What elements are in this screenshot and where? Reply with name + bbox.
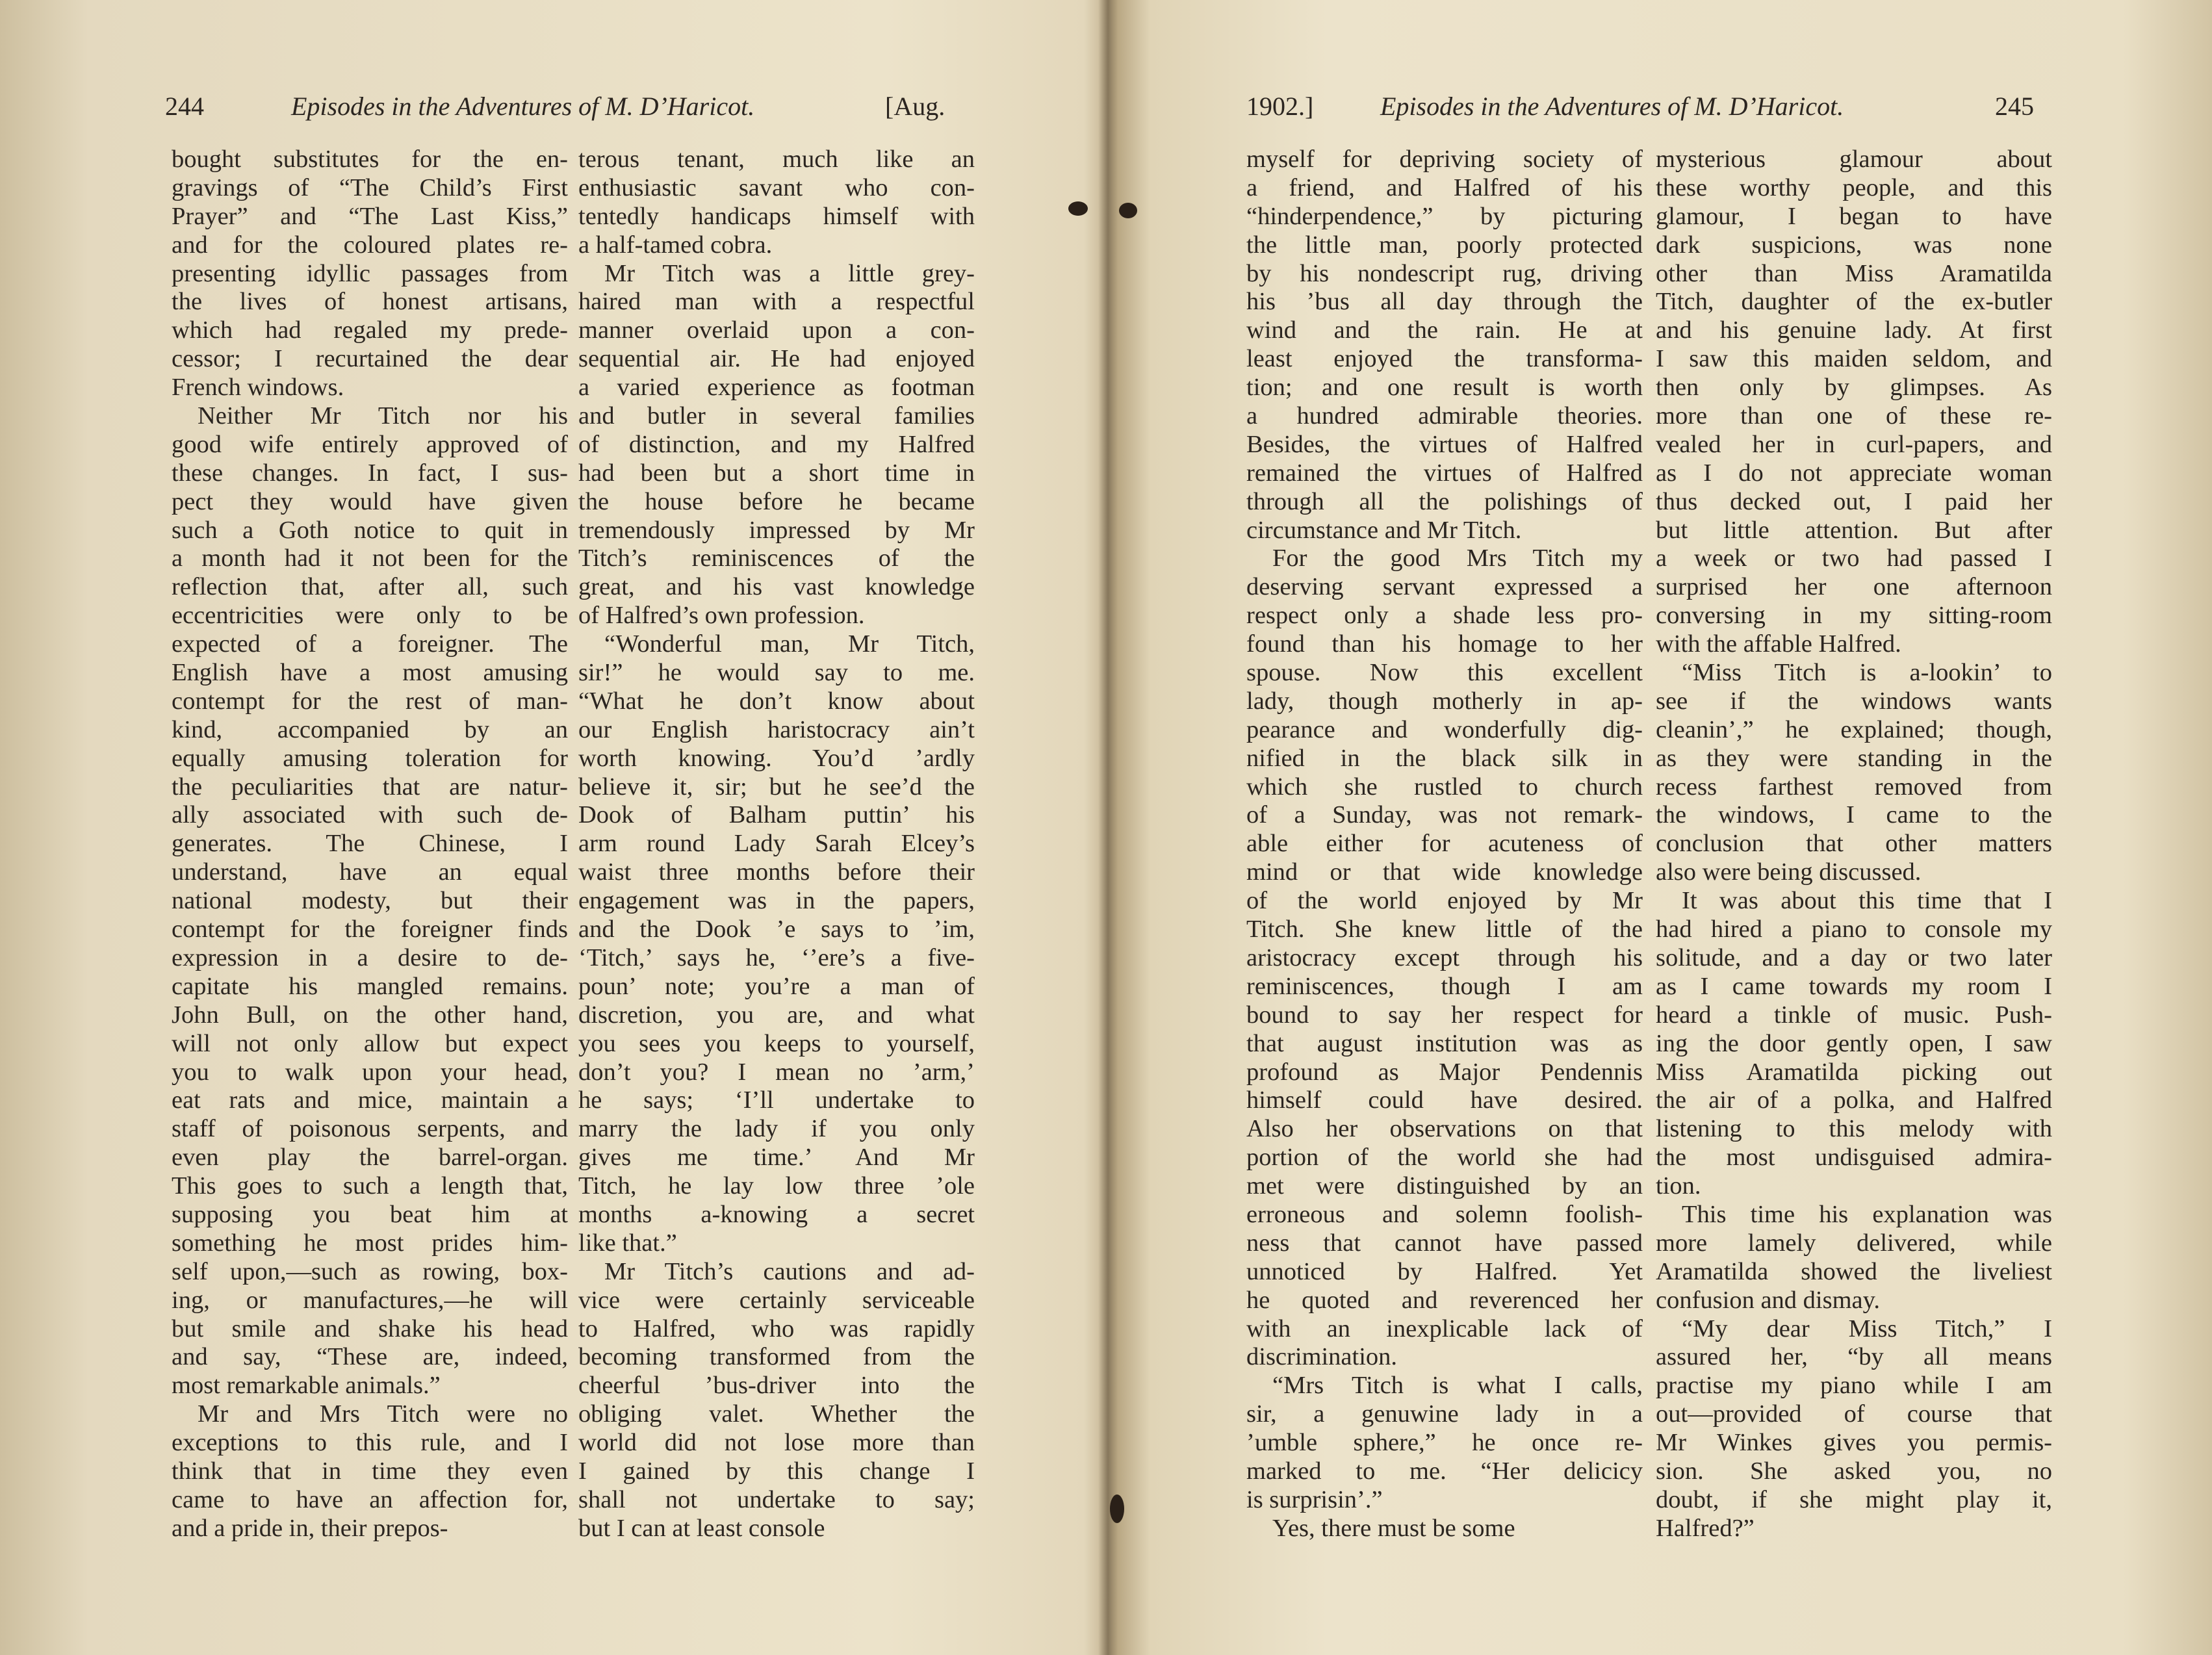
- text-line: terous tenant, much like an: [578, 146, 975, 173]
- text-line: Mr and Mrs Titch were no: [198, 1400, 568, 1428]
- text-line: out—provided of course that: [1656, 1400, 2052, 1428]
- text-line: of Halfred’s own profession.: [578, 602, 865, 630]
- text-line: cheerful ’bus-driver into the: [578, 1372, 975, 1400]
- text-line: sir!” he would say to me.: [578, 659, 975, 687]
- text-line: and the Dook ’e says to ’im,: [578, 916, 975, 943]
- text-line: profound as Major Pendennis: [1246, 1058, 1643, 1086]
- text-line: but I can at least console: [578, 1514, 825, 1542]
- text-line: through all the polishings of: [1246, 487, 1643, 515]
- text-line: believe it, sir; but he see’d the: [578, 773, 975, 801]
- text-line: English have a most amusing: [172, 659, 568, 687]
- text-line: “hinderpendence,” by picturing: [1246, 202, 1643, 230]
- text-line: found than his homage to her: [1246, 630, 1643, 658]
- text-line: most remarkable animals.”: [172, 1372, 441, 1400]
- text-line: staff of poisonous serpents, and: [172, 1115, 568, 1143]
- text-line: came to have an affection for,: [172, 1485, 568, 1513]
- text-line: least enjoyed the transforma-: [1246, 345, 1643, 373]
- text-line: myself for depriving society of: [1246, 146, 1643, 173]
- text-line: mysterious glamour about: [1656, 146, 2052, 173]
- text-line: you sees you keeps to yourself,: [578, 1029, 975, 1057]
- text-line: portion of the world she had: [1246, 1144, 1643, 1172]
- text-line: and butler in several families: [578, 402, 975, 430]
- text-line: a friend, and Halfred of his: [1246, 173, 1643, 201]
- text-line: unnoticed by Halfred. Yet: [1246, 1257, 1643, 1285]
- text-column: [1246, 146, 1643, 1543]
- text-line: and say, “These are, indeed,: [172, 1343, 568, 1371]
- text-line: assured her, “by all means: [1656, 1343, 2052, 1371]
- running-month: [Aug.: [885, 92, 945, 121]
- text-line: becoming transformed from the: [578, 1343, 975, 1371]
- text-line: and a pride in, their prepos-: [172, 1514, 448, 1542]
- text-line: his ’bus all day through the: [1246, 288, 1643, 316]
- text-line: the windows, I came to the: [1656, 801, 2052, 829]
- right-page-header: [0, 91, 2212, 130]
- text-line: national modesty, but their: [172, 887, 568, 915]
- text-line: reminiscences, though I am: [1246, 972, 1643, 1000]
- text-line: obliging valet. Whether the: [578, 1400, 975, 1428]
- text-line: bought substitutes for the en-: [172, 146, 568, 173]
- text-line: aristocracy except through his: [1246, 943, 1643, 971]
- text-line: “Mrs Titch is what I calls,: [1272, 1372, 1643, 1400]
- text-line: conversing in my sitting-room: [1656, 602, 2052, 630]
- text-line: gravings of “The Child’s First: [172, 173, 568, 201]
- text-line: great, and his vast knowledge: [578, 573, 975, 601]
- text-line: conclusion that other matters: [1656, 830, 2052, 858]
- text-line: Besides, the virtues of Halfred: [1246, 430, 1643, 458]
- text-line: expression in a desire to de-: [172, 943, 568, 971]
- text-line: Also her observations on that: [1246, 1115, 1643, 1143]
- page-number: 244: [165, 92, 204, 121]
- ink-spot: [1119, 203, 1137, 218]
- text-line: glamour, I began to have: [1656, 202, 2052, 230]
- text-line: vealed her in curl-papers, and: [1656, 430, 2052, 458]
- text-line: pect they would have given: [172, 487, 568, 515]
- text-line: like that.”: [578, 1229, 677, 1257]
- text-line: Titch’s reminiscences of the: [578, 545, 975, 572]
- text-line: which had regaled my prede-: [172, 316, 568, 344]
- text-line: you to walk upon your head,: [172, 1058, 568, 1086]
- text-line: of a Sunday, was not remark-: [1246, 801, 1643, 829]
- text-line: recess farthest removed from: [1656, 773, 2052, 801]
- text-line: spouse. Now this excellent: [1246, 659, 1643, 687]
- text-line: John Bull, on the other hand,: [172, 1001, 568, 1029]
- text-line: gives me time.’ And Mr: [578, 1144, 975, 1172]
- text-line: himself could have desired.: [1246, 1086, 1643, 1114]
- text-line: It was about this time that I: [1682, 887, 2052, 915]
- text-line: circumstance and Mr Titch.: [1246, 516, 1522, 544]
- text-line: world did not lose more than: [578, 1429, 975, 1457]
- text-line: “My dear Miss Titch,” I: [1682, 1315, 2052, 1342]
- text-line: think that in time they even: [172, 1457, 568, 1485]
- text-line: the lives of honest artisans,: [172, 288, 568, 316]
- text-line: thus decked out, I paid her: [1656, 487, 2052, 515]
- text-line: reflection that, after all, such: [172, 573, 568, 601]
- text-line: solitude, and a day or two later: [1656, 943, 2052, 971]
- text-line: presenting idyllic passages from: [172, 259, 568, 287]
- text-line: listening to this melody with: [1656, 1115, 2052, 1143]
- text-line: discretion, you are, and what: [578, 1001, 975, 1029]
- text-line: met were distinguished by an: [1246, 1172, 1643, 1200]
- text-line: cleanin’,” he explained; though,: [1656, 715, 2052, 743]
- text-line: able either for acuteness of: [1246, 830, 1643, 858]
- text-line: vice were certainly serviceable: [578, 1286, 975, 1314]
- text-line: poun’ note; you’re a man of: [578, 972, 975, 1000]
- text-line: and his genuine lady. At first: [1656, 316, 2052, 344]
- text-line: generates. The Chinese, I: [172, 830, 568, 858]
- text-line: tremendously impressed by Mr: [578, 516, 975, 544]
- text-line: “What he don’t know about: [578, 687, 975, 715]
- text-line: enthusiastic savant who con-: [578, 173, 975, 201]
- text-line: a month had it not been for the: [172, 545, 568, 572]
- text-line: will not only allow but expect: [172, 1029, 568, 1057]
- running-year: 1902.]: [1246, 92, 1314, 121]
- text-line: which she rustled to church: [1246, 773, 1643, 801]
- text-line: something he most prides him-: [172, 1229, 568, 1257]
- text-line: kind, accompanied by an: [172, 715, 568, 743]
- text-line: tion.: [1656, 1172, 1701, 1200]
- text-line: haired man with a respectful: [578, 288, 975, 316]
- text-line: self upon,—such as rowing, box-: [172, 1257, 568, 1285]
- text-line: the air of a polka, and Halfred: [1656, 1086, 2052, 1114]
- text-line: This time his explanation was: [1682, 1200, 2052, 1228]
- text-line: respect only a shade less pro-: [1246, 602, 1643, 630]
- text-line: other than Miss Aramatilda: [1656, 259, 2052, 287]
- text-line: Aramatilda showed the liveliest: [1656, 1257, 2052, 1285]
- text-line: ally associated with such de-: [172, 801, 568, 829]
- text-line: discrimination.: [1246, 1343, 1398, 1371]
- text-line: he quoted and reverenced her: [1246, 1286, 1643, 1314]
- text-line: eat rats and mice, maintain a: [172, 1086, 568, 1114]
- text-line: such a Goth notice to quit in: [172, 516, 568, 544]
- text-line: contempt for the foreigner finds: [172, 916, 568, 943]
- text-line: that august institution was as: [1246, 1029, 1643, 1057]
- text-line: pearance and wonderfully dig-: [1246, 715, 1643, 743]
- text-line: manner overlaid upon a con-: [578, 316, 975, 344]
- text-line: waist three months before their: [578, 858, 975, 886]
- text-column: [1656, 146, 2052, 1543]
- running-title: Episodes in the Adventures of M. D’Haricot.: [1380, 92, 1844, 121]
- text-line: dark suspicions, was none: [1656, 231, 2052, 259]
- text-line: Titch. She knew little of the: [1246, 916, 1643, 943]
- text-line: remained the virtues of Halfred: [1246, 459, 1643, 487]
- text-line: capitate his mangled remains.: [172, 972, 568, 1000]
- text-line: see if the windows wants: [1656, 687, 2052, 715]
- text-line: lady, though motherly in ap-: [1246, 687, 1643, 715]
- text-line: of distinction, and my Halfred: [578, 430, 975, 458]
- text-line: don’t you? I mean no ’arm,’: [578, 1058, 975, 1086]
- text-line: shall not undertake to say;: [578, 1485, 975, 1513]
- text-line: Yes, there must be some: [1272, 1514, 1515, 1542]
- text-line: erroneous and solemn foolish-: [1246, 1200, 1643, 1228]
- text-line: heard a tinkle of music. Push-: [1656, 1001, 2052, 1029]
- text-line: the most undisguised admira-: [1656, 1144, 2052, 1172]
- text-line: a varied experience as footman: [578, 374, 975, 402]
- text-line: sion. She asked you, no: [1656, 1457, 2052, 1485]
- text-line: deserving servant expressed a: [1246, 573, 1643, 601]
- text-line: This goes to such a length that,: [172, 1172, 568, 1200]
- text-line: marked to me. “Her delicicy: [1246, 1457, 1643, 1485]
- text-line: engagement was in the papers,: [578, 887, 975, 915]
- text-line: as I came towards my room I: [1656, 972, 2052, 1000]
- text-line: Titch, daughter of the ex-butler: [1656, 288, 2052, 316]
- text-line: “Wonderful man, Mr Titch,: [604, 630, 975, 658]
- text-line: cessor; I recurtained the dear: [172, 345, 568, 373]
- text-line: and for the coloured plates re-: [172, 231, 568, 259]
- text-line: Mr Winkes gives you permis-: [1656, 1429, 2052, 1457]
- text-line: marry the lady if you only: [578, 1115, 975, 1143]
- text-line: bound to say her respect for: [1246, 1001, 1643, 1029]
- text-line: For the good Mrs Titch my: [1272, 545, 1643, 572]
- text-line: ness that cannot have passed: [1246, 1229, 1643, 1257]
- text-line: doubt, if she might play it,: [1656, 1485, 2052, 1513]
- text-line: equally amusing toleration for: [172, 744, 568, 772]
- text-line: Neither Mr Titch nor his: [198, 402, 568, 430]
- text-line: months a-knowing a secret: [578, 1200, 975, 1228]
- text-line: practise my piano while I am: [1656, 1372, 2052, 1400]
- text-line: supposing you beat him at: [172, 1200, 568, 1228]
- text-line: confusion and dismay.: [1656, 1286, 1881, 1314]
- text-line: but smile and shake his head: [172, 1315, 568, 1342]
- text-line: a half-tamed cobra.: [578, 231, 773, 259]
- text-line: tion; and one result is worth: [1246, 374, 1643, 402]
- text-line: Mr Titch was a little grey-: [604, 259, 975, 287]
- text-line: contempt for the rest of man-: [172, 687, 568, 715]
- text-line: I gained by this change I: [578, 1457, 975, 1485]
- text-line: sequential air. He had enjoyed: [578, 345, 975, 373]
- text-line: mind or that wide knowledge: [1246, 858, 1643, 886]
- text-line: Miss Aramatilda picking out: [1656, 1058, 2052, 1086]
- text-line: even play the barrel-organ.: [172, 1144, 568, 1172]
- text-line: ing the door gently open, I saw: [1656, 1029, 2052, 1057]
- text-line: Prayer” and “The Last Kiss,”: [172, 202, 568, 230]
- text-line: good wife entirely approved of: [172, 430, 568, 458]
- text-line: with the affable Halfred.: [1656, 630, 1901, 658]
- text-line: Titch, he lay low three ’ole: [578, 1172, 975, 1200]
- text-line: worth knowing. You’d ’ardly: [578, 744, 975, 772]
- text-line: the house before he became: [578, 487, 975, 515]
- text-line: tentedly handicaps himself with: [578, 202, 975, 230]
- text-line: a week or two had passed I: [1656, 545, 2052, 572]
- text-line: Dook of Balham puttin’ his: [578, 801, 975, 829]
- running-title: Episodes in the Adventures of M. D’Haricot.: [291, 92, 755, 121]
- text-line: ’umble sphere,” he once re-: [1246, 1429, 1643, 1457]
- text-line: these changes. In fact, I sus-: [172, 459, 568, 487]
- text-line: Mr Titch’s cautions and ad-: [604, 1257, 975, 1285]
- text-line: ing, or manufactures,—he will: [172, 1286, 568, 1314]
- text-line: to Halfred, who was rapidly: [578, 1315, 975, 1342]
- text-line: more lamely delivered, while: [1656, 1229, 2052, 1257]
- text-line: also were being discussed.: [1656, 858, 1922, 886]
- text-line: nified in the black silk in: [1246, 744, 1643, 772]
- text-line: exceptions to this rule, and I: [172, 1429, 568, 1457]
- text-line: surprised her one afternoon: [1656, 573, 2052, 601]
- ink-spot: [1110, 1495, 1124, 1523]
- text-line: understand, have an equal: [172, 858, 568, 886]
- text-line: ‘Titch,’ says he, ‘’ere’s a five-: [578, 943, 975, 971]
- page-number: 245: [1995, 92, 2034, 121]
- text-line: had hired a piano to console my: [1656, 916, 2052, 943]
- text-line: expected of a foreigner. The: [172, 630, 568, 658]
- text-line: is surprisin’.”: [1246, 1485, 1383, 1513]
- text-line: by his nondescript rug, driving: [1246, 259, 1643, 287]
- text-line: a hundred admirable theories.: [1246, 402, 1643, 430]
- text-line: but little attention. But after: [1656, 516, 2052, 544]
- text-line: French windows.: [172, 374, 344, 402]
- text-line: our English haristocracy ain’t: [578, 715, 975, 743]
- text-line: “Miss Titch is a-lookin’ to: [1682, 659, 2052, 687]
- text-line: eccentricities were only to be: [172, 602, 568, 630]
- text-line: he says; ‘I’ll undertake to: [578, 1086, 975, 1114]
- text-line: I saw this maiden seldom, and: [1656, 345, 2052, 373]
- text-line: as they were standing in the: [1656, 744, 2052, 772]
- text-line: with an inexplicable lack of: [1246, 1315, 1643, 1342]
- text-line: Halfred?”: [1656, 1514, 1755, 1542]
- text-line: as I do not appreciate woman: [1656, 459, 2052, 487]
- text-line: the little man, poorly protected: [1246, 231, 1643, 259]
- text-line: sir, a genuwine lady in a: [1246, 1400, 1643, 1428]
- text-line: had been but a short time in: [578, 459, 975, 487]
- text-line: then only by glimpses. As: [1656, 374, 2052, 402]
- text-line: more than one of these re-: [1656, 402, 2052, 430]
- text-line: of the world enjoyed by Mr: [1246, 887, 1643, 915]
- text-line: wind and the rain. He at: [1246, 316, 1643, 344]
- text-line: the peculiarities that are natur-: [172, 773, 568, 801]
- ink-spot: [1068, 201, 1088, 216]
- text-line: these worthy people, and this: [1656, 173, 2052, 201]
- text-line: arm round Lady Sarah Elcey’s: [578, 830, 975, 858]
